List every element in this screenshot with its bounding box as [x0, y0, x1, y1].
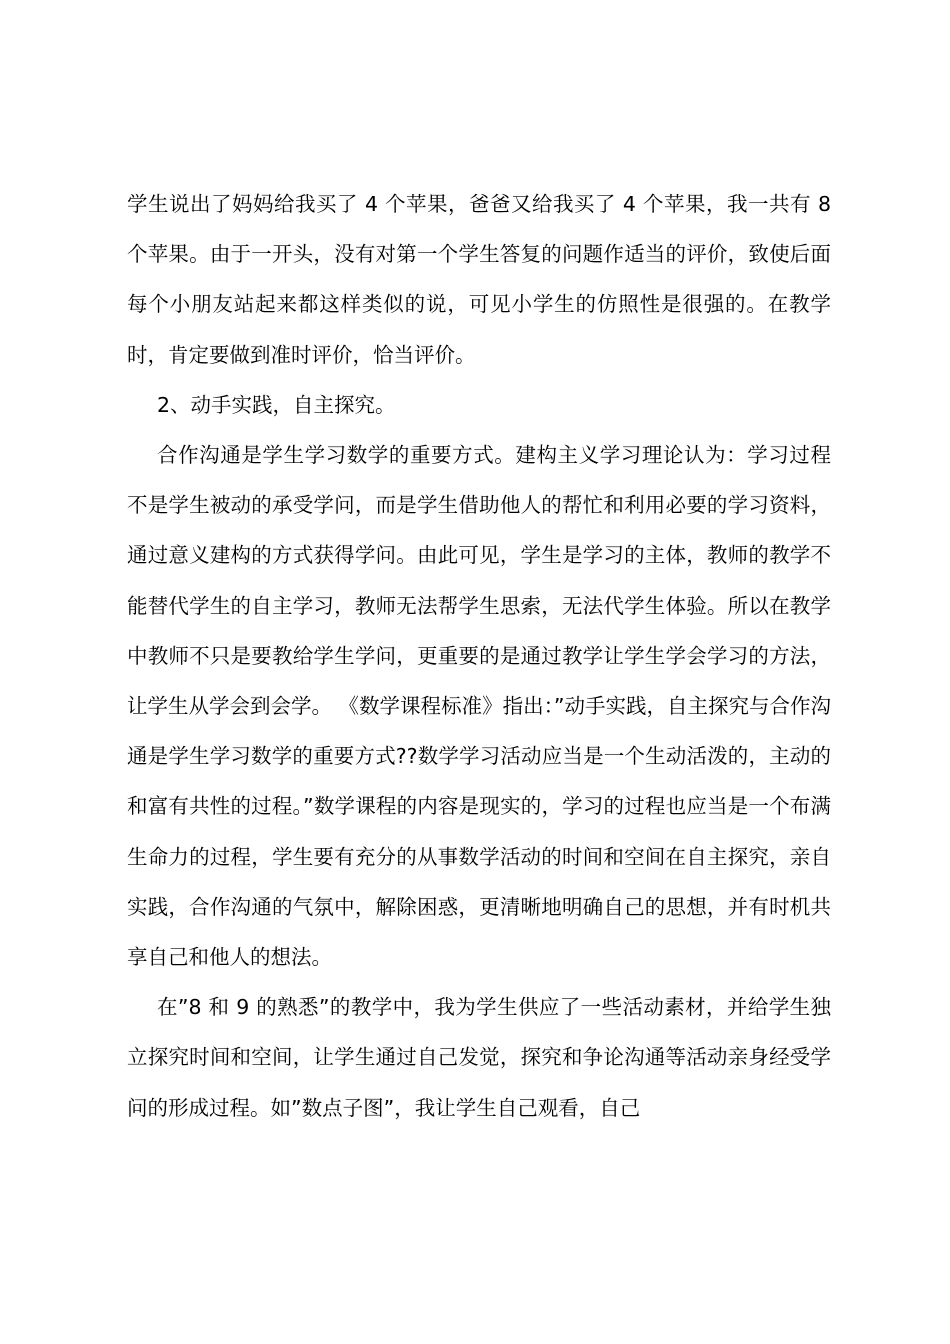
paragraph-cooperative-communication: 合作沟通是学生学习数学的重要方式。建构主义学习理论认为：学习过程不是学生被动的承受学问，而是学生借助他人的帮忙和利用必要的学习资料，通过意义建构的方式获得学问。由此可见，学生是学习的主体，教师的教学不能替代学生的自主学习，教师无法帮学生思索，无法代学生体验。所以在教学中教师不只是要教给学生学问，更重要的是通过教学让学生学会学习的方法，让学生从学会到会学。 《数学课程标准》指出：”动手实践，自主探究与合作沟通是学生学习数学的重要方式??数学学习活动应当是一个生动活泼的，主动的和富有共性的过程。”数学课程的内容是现实的，学习的过程也应当是一个布满生命力的过程，学生要有充分的从事数学活动的时间和空间在自主探究，亲自实践，合作沟通的气氛中，解除困惑，更清晰地明确自己的思想，并有时机共享自己和他人的想法。 — [127, 443, 831, 970]
section-heading-hands-on-practice: 2、动手实践，自主探究。 — [157, 392, 396, 417]
paragraph-continuation: 学生说出了妈妈给我买了 4 个苹果，爸爸又给我买了 4 个苹果，我一共有 8 个苹果。由于一开头，没有对第一个学生答复的问题作适当的评价，致使后面每个小朋友站起来都这样类似的说，可见小学生的仿照性是很强的。在教学时，肯定要做到准时评价，恰当评价。 — [127, 192, 831, 367]
paragraph-teaching-example: 在”8 和 9 的熟悉”的教学中，我为学生供应了一些活动素材，并给学生独立探究时间和空间，让学生通过自己发觉，探究和争论沟通等活动亲身经受学问的形成过程。如”数点子图”，我让学生自己观看，自己 — [127, 995, 831, 1120]
document-body — [127, 179, 831, 1133]
